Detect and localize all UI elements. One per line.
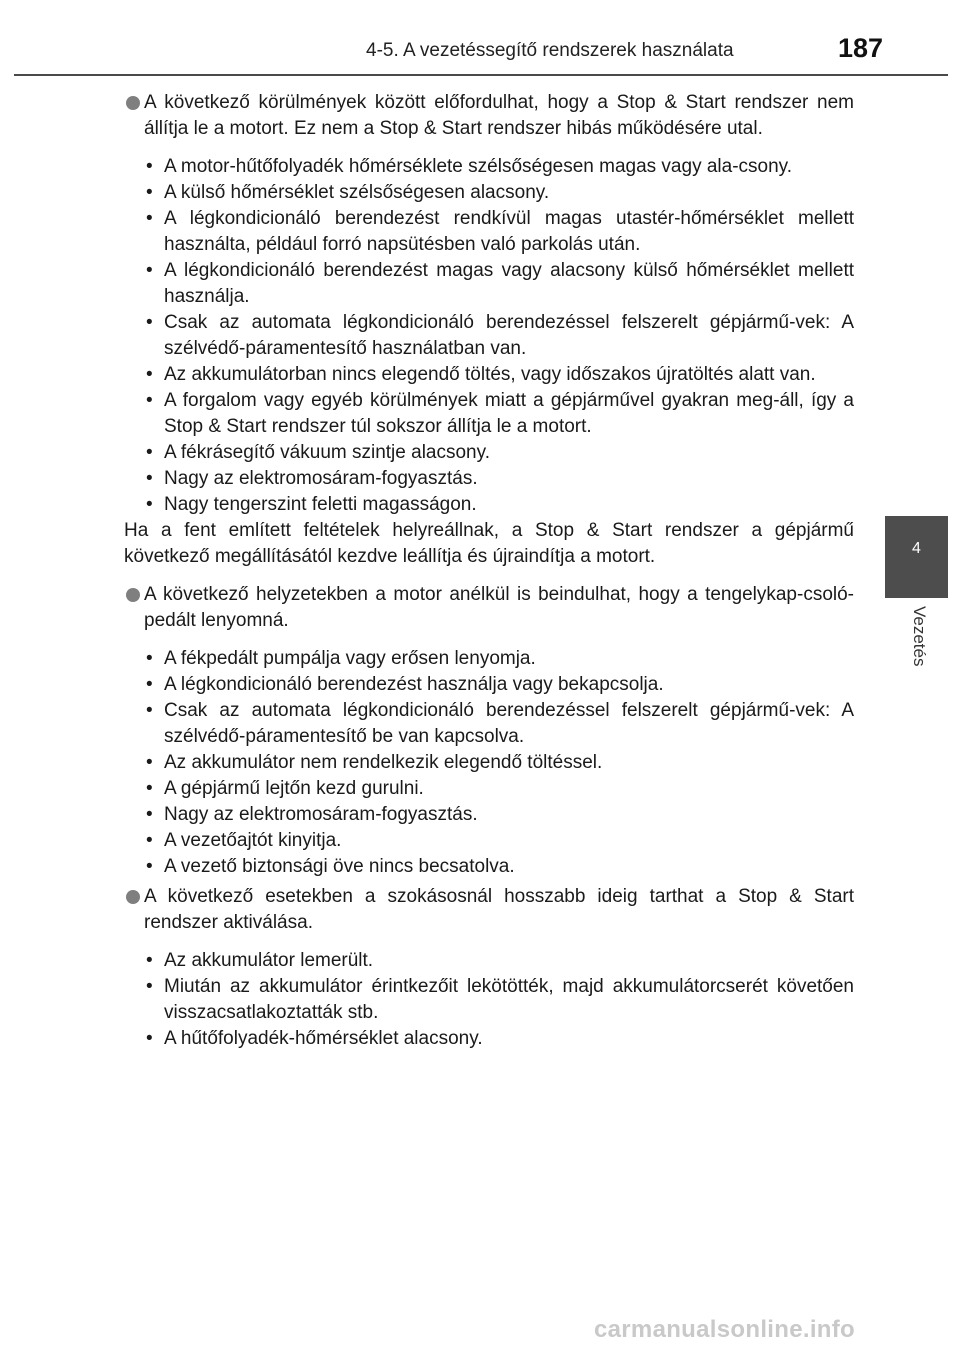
list-item: [144, 802, 854, 828]
list-item: [144, 206, 854, 258]
list-item-text: Az akkumulátorban nincs elegendő töltés, vagy időszakos újratöltés alatt van.: [164, 364, 816, 385]
list-item-text: A hűtőfolyadék-hőmérséklet alacsony.: [164, 1028, 483, 1049]
section-2-intro: A következő helyzetekben a motor anélkül is beindulhat, hogy a tengelykap-csoló-pedált lenyomná.: [144, 584, 854, 631]
list-item-text: A motor-hűtőfolyadék hőmérséklete szélsőségesen magas vagy ala-csony.: [164, 156, 793, 177]
bullet-marker: •: [146, 468, 153, 489]
list-item: [144, 750, 854, 776]
list-item: [144, 828, 854, 854]
chapter-number: 4: [912, 540, 921, 557]
bullet-dot-icon: [126, 588, 140, 602]
list-item-text: A fékpedált pumpálja vagy erősen lenyomja.: [164, 648, 536, 669]
section-3-intro-block: [124, 884, 854, 936]
bullet-marker: •: [146, 208, 153, 229]
bullet-marker: •: [146, 390, 153, 411]
bullet-marker: •: [146, 648, 153, 669]
list-item-text: Nagy az elektromosáram-fogyasztás.: [164, 468, 478, 489]
list-item-text: A külső hőmérséklet szélsőségesen alacsony.: [164, 182, 550, 203]
list-item: [144, 776, 854, 802]
section-2-intro-block: [124, 582, 854, 634]
list-item: [144, 154, 854, 180]
list-item-text: Az akkumulátor nem rendelkezik elegendő töltéssel.: [164, 752, 603, 773]
bullet-marker: •: [146, 856, 153, 877]
chapter-label: Vezetés: [910, 606, 929, 667]
list-item-text: Csak az automata légkondicionáló berendezéssel felszerelt gépjármű-vek: A szélvédő-páramentesítő használatban van.: [164, 312, 854, 359]
list-item: [144, 698, 854, 750]
chapter-tab: [885, 516, 948, 598]
list-item-text: A vezető biztonsági öve nincs becsatolva.: [164, 856, 515, 877]
list-item: [144, 854, 854, 880]
list-item-text: A forgalom vagy egyéb körülmények miatt a gépjárművel gyakran meg-áll, így a Stop & Start rendszer túl sokszor állítja le a motort.: [164, 390, 854, 437]
list-item: [144, 1026, 854, 1052]
section-1-outro: Ha a fent említett feltételek helyreállnak, a Stop & Start rendszer a gépjármű következő megállításától kezdve leállítja és újraindítja a motort.: [124, 520, 854, 567]
bullet-dot-icon: [126, 890, 140, 904]
header-section-title: 4-5. A vezetéssegítő rendszerek használata: [366, 40, 734, 61]
bullet-marker: •: [146, 674, 153, 695]
list-item: [144, 440, 854, 466]
list-item-text: A fékrásegítő vákuum szintje alacsony.: [164, 442, 490, 463]
bullet-marker: •: [146, 778, 153, 799]
list-item: [144, 180, 854, 206]
page-content: [124, 90, 854, 1052]
bullet-marker: •: [146, 312, 153, 333]
list-item: [144, 646, 854, 672]
list-item: [144, 258, 854, 310]
list-item: [144, 466, 854, 492]
bullet-dot-icon: [126, 96, 140, 110]
bullet-marker: •: [146, 700, 153, 721]
list-item-text: A gépjármű lejtőn kezd gurulni.: [164, 778, 424, 799]
section-3-intro: A következő esetekben a szokásosnál hosszabb ideig tarthat a Stop & Start rendszer aktiválása.: [144, 886, 854, 933]
watermark: carmanualsonline.info: [594, 1316, 856, 1343]
section-2-list: [144, 646, 854, 880]
list-item-text: A vezetőajtót kinyitja.: [164, 830, 342, 851]
bullet-marker: •: [146, 156, 153, 177]
bullet-marker: •: [146, 752, 153, 773]
bullet-marker: •: [146, 182, 153, 203]
list-item-text: Az akkumulátor lemerült.: [164, 950, 374, 971]
bullet-marker: •: [146, 494, 153, 515]
list-item-text: A légkondicionáló berendezést magas vagy alacsony külső hőmérséklet mellett használja.: [164, 260, 854, 307]
list-item-text: Csak az automata légkondicionáló berendezéssel felszerelt gépjármű-vek: A szélvédő-páramentesítő be van kapcsolva.: [164, 700, 854, 747]
bullet-marker: •: [146, 830, 153, 851]
list-item: [144, 492, 854, 518]
bullet-marker: •: [146, 950, 153, 971]
list-item: [144, 948, 854, 974]
list-item: [144, 974, 854, 1026]
section-1-list: [144, 154, 854, 518]
list-item-text: Nagy tengerszint feletti magasságon.: [164, 494, 477, 515]
bullet-marker: •: [146, 1028, 153, 1049]
bullet-marker: •: [146, 364, 153, 385]
bullet-marker: •: [146, 804, 153, 825]
list-item-text: Nagy az elektromosáram-fogyasztás.: [164, 804, 478, 825]
page-number: 187: [838, 33, 884, 63]
list-item: [144, 388, 854, 440]
list-item: [144, 672, 854, 698]
list-item-text: Miután az akkumulátor érintkezőit lekötötték, majd akkumulátorcserét követően visszacsatlakoztatták stb.: [164, 976, 854, 1023]
list-item: [144, 362, 854, 388]
section-3-list: [144, 948, 854, 1052]
header-divider: [14, 74, 948, 76]
section-1-intro-block: [124, 90, 854, 142]
bullet-marker: •: [146, 442, 153, 463]
section-1-intro: A következő körülmények között előfordulhat, hogy a Stop & Start rendszer nem állítja le a motort. Ez nem a Stop & Start rendszer hibás működésére utal.: [144, 92, 854, 139]
bullet-marker: •: [146, 260, 153, 281]
list-item-text: A légkondicionáló berendezést használja vagy bekapcsolja.: [164, 674, 664, 695]
list-item: [144, 310, 854, 362]
bullet-marker: •: [146, 976, 153, 997]
list-item-text: A légkondicionáló berendezést rendkívül magas utastér-hőmérséklet mellett használta, például forró napsütésben való parkolás után.: [164, 208, 854, 255]
